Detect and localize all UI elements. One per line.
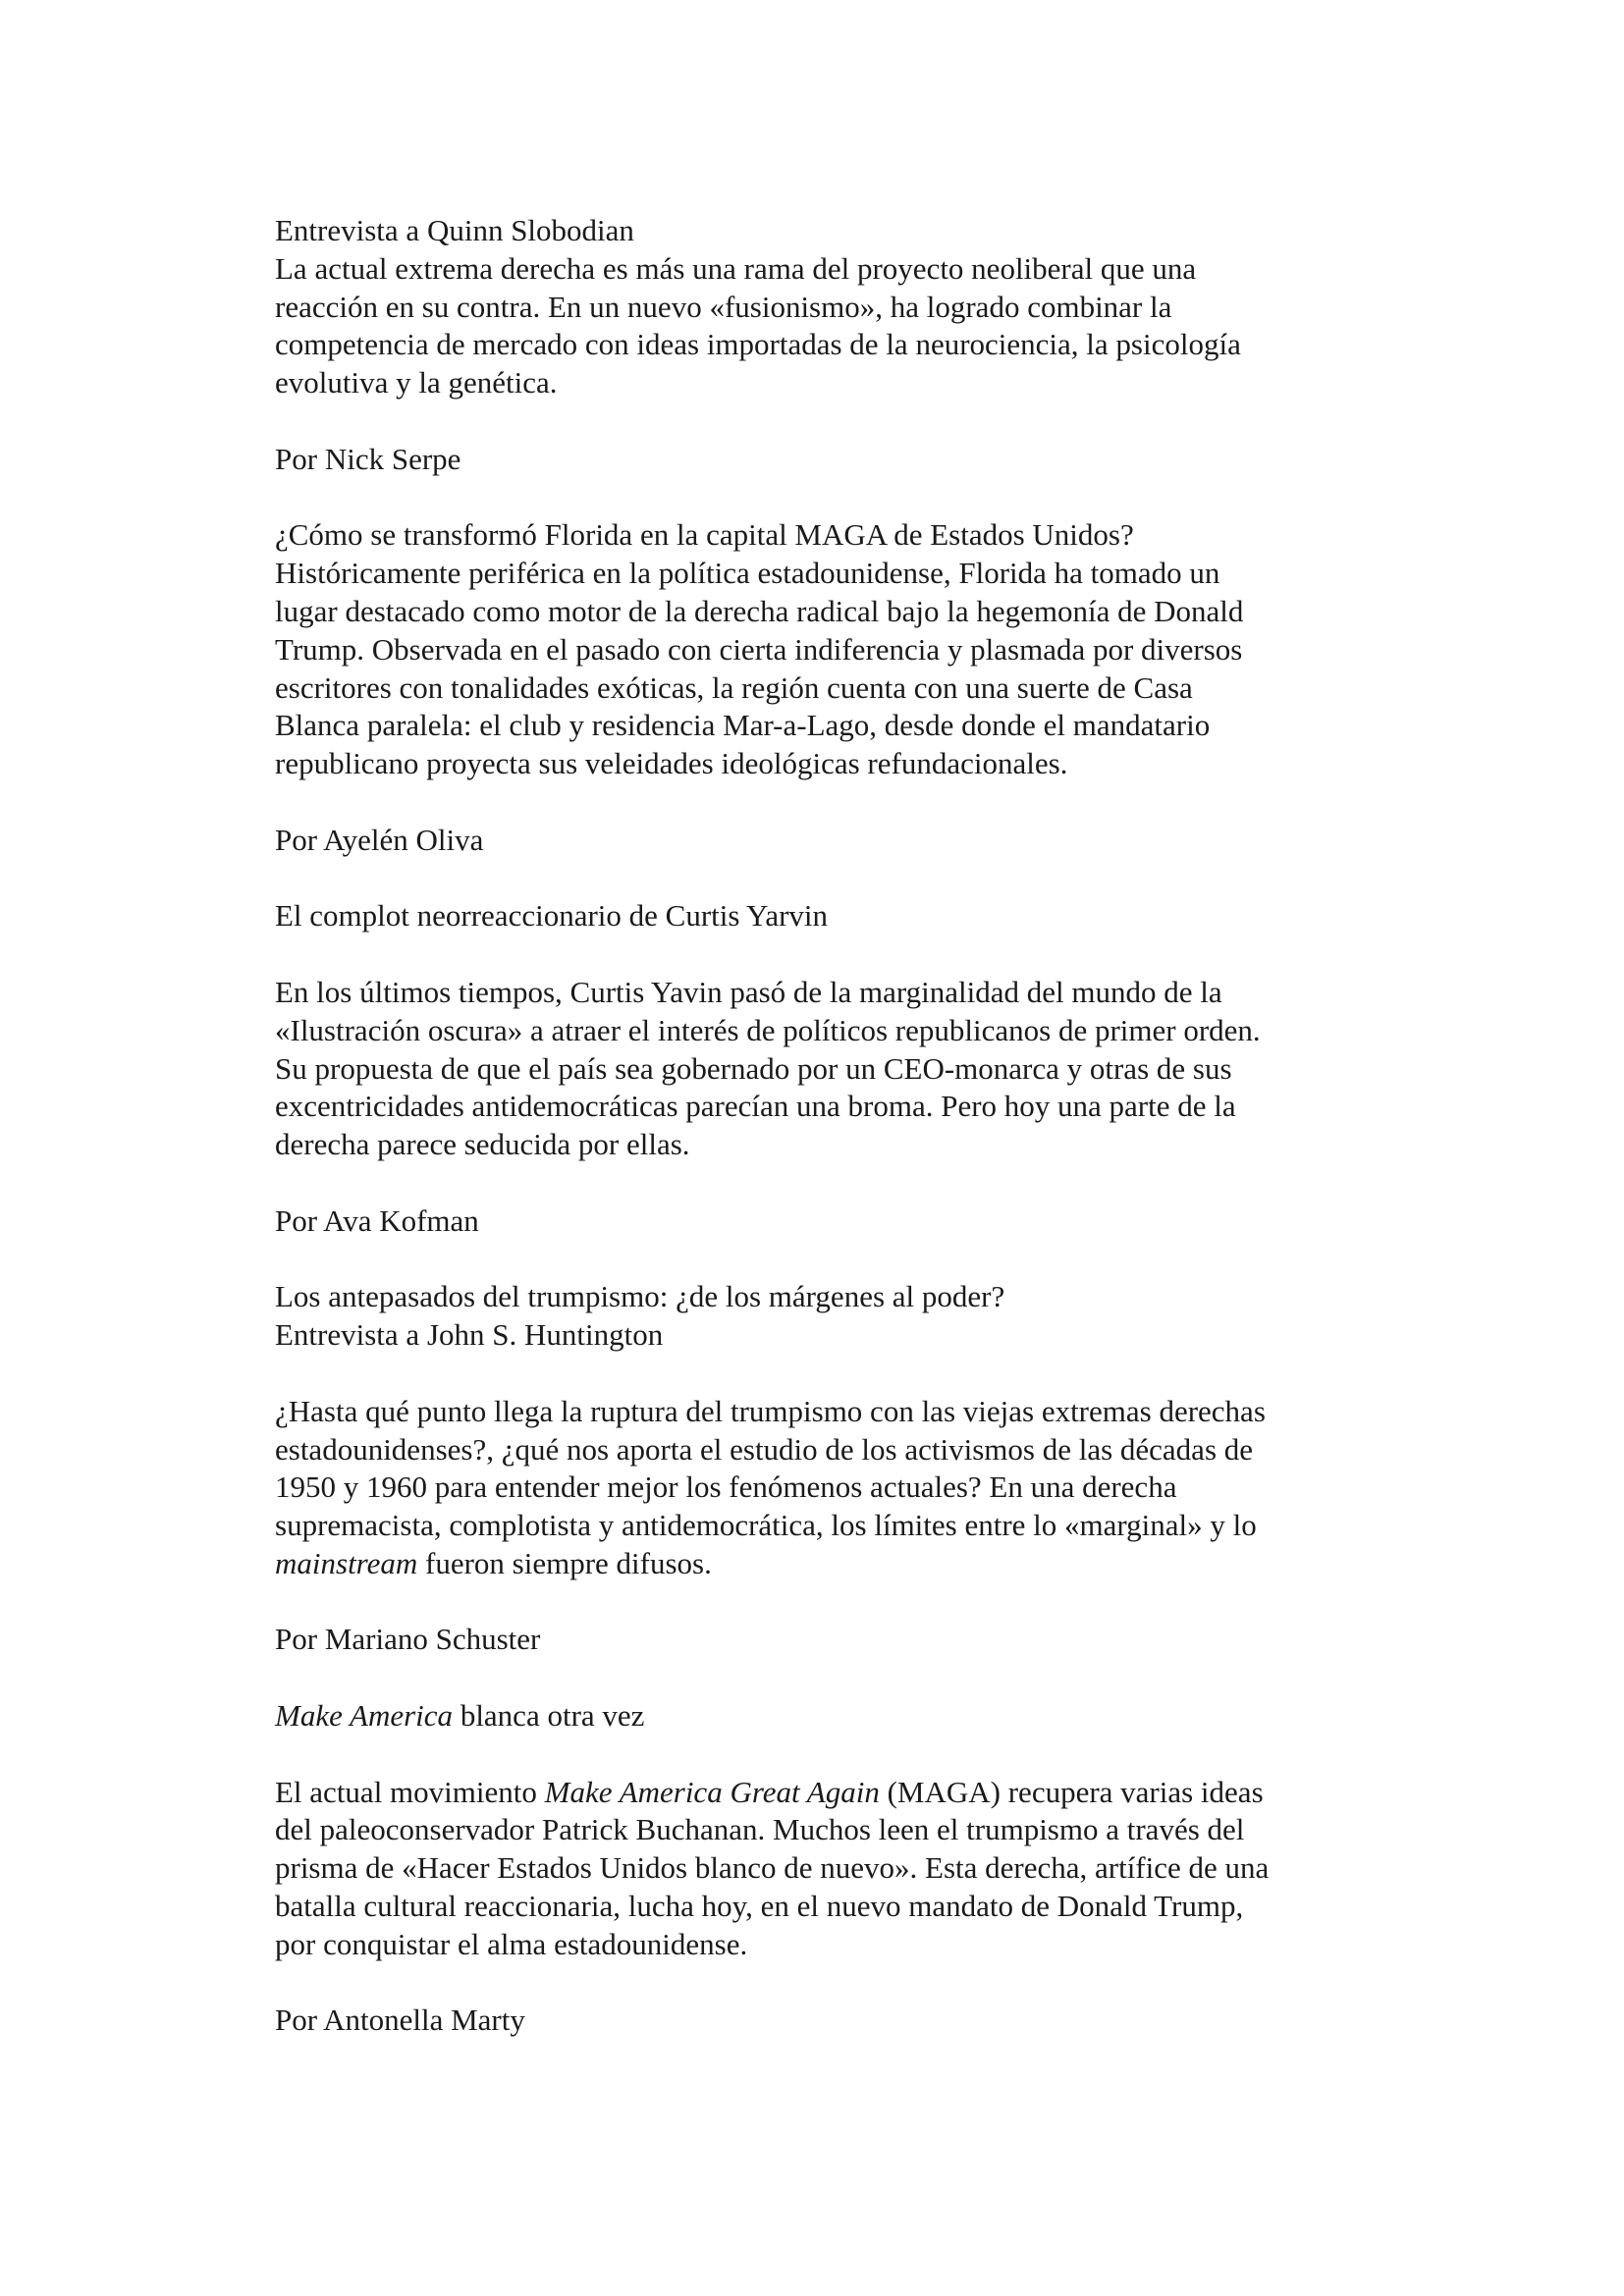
- article-summary-line: republicano proyecta sus veleidades ideológicas refundacionales.: [275, 746, 1068, 781]
- article-summary-line: evolutiva y la genética.: [275, 365, 558, 400]
- article-summary-line: escritores con tonalidades exóticas, la región cuenta con una suerte de Casa: [275, 669, 1193, 705]
- article-summary-line: excentricidades antidemocráticas parecían una broma. Pero hoy una parte de la: [275, 1089, 1236, 1124]
- article-summary-line: prisma de «Hacer Estados Unidos blanco de nuevo». Esta derecha, artífice de una: [275, 1850, 1270, 1886]
- article-make-america-blanca: [275, 1774, 1365, 1964]
- italic-term: Make America Great Again: [544, 1774, 880, 1809]
- article-summary-line: batalla cultural reaccionaria, lucha hoy, en el nuevo mandato de Donald Trump,: [275, 1889, 1244, 1924]
- article-summary-line: La actual extrema derecha es más una rama del proyecto neoliberal que una: [275, 250, 1197, 286]
- article-summary-line: 1950 y 1960 para entender mejor los fenómenos actuales? En una derecha: [275, 1469, 1177, 1505]
- article-quinn-slobodian: [275, 212, 1365, 402]
- article-title: El complot neorreaccionario de Curtis Yarvin: [275, 898, 829, 934]
- article-summary-line: En los últimos tiempos, Curtis Yavin pasó de la marginalidad del mundo de la: [275, 974, 1222, 1009]
- article-summary-line: estadounidenses?, ¿qué nos aporta el estudio de los activismos de las décadas de: [275, 1431, 1254, 1467]
- article-summary-line: [275, 1774, 1365, 1812]
- article-byline: Por Antonella Marty: [275, 2002, 525, 2038]
- article-title: [275, 1697, 1365, 1735]
- article-summary-line: del paleoconservador Patrick Buchanan. Muchos leen el trumpismo a través del: [275, 1812, 1245, 1847]
- article-summary-line: «Ilustración oscura» a atraer el interés de políticos republicanos de primer orden.: [275, 1012, 1261, 1047]
- article-title: Entrevista a Quinn Slobodian: [275, 213, 634, 247]
- article-summary-line: Históricamente periférica en la política estadounidense, Florida ha tomado un: [275, 556, 1220, 591]
- article-curtis-yarvin: [275, 974, 1365, 1164]
- article-summary-line: lugar destacado como motor de la derecha radical bajo la hegemonía de Donald: [275, 593, 1244, 628]
- article-byline: Por Ayelén Oliva: [275, 822, 484, 857]
- article-summary-line: Su propuesta de que el país sea gobernado por un CEO-monarca y otras de sus: [275, 1050, 1232, 1086]
- article-summary-line: reacción en su contra. En un nuevo «fusionismo», ha logrado combinar la: [275, 289, 1172, 324]
- article-summary-line: ¿Cómo se transformó Florida en la capital MAGA de Estados Unidos?: [275, 517, 1134, 553]
- article-byline: Por Ava Kofman: [275, 1202, 479, 1238]
- article-summary-line: [275, 1545, 1365, 1583]
- article-title: Los antepasados del trumpismo: ¿de los márgenes al poder?: [275, 1279, 1005, 1314]
- article-summary-line: por conquistar el alma estadounidense.: [275, 1926, 748, 1961]
- document-page: [275, 212, 1365, 2040]
- article-trumpismo-antepasados: [275, 1393, 1365, 1583]
- article-byline: Por Nick Serpe: [275, 441, 461, 476]
- text-run: (MAGA) recupera varias ideas: [879, 1774, 1264, 1809]
- italic-term: Make America: [275, 1698, 454, 1734]
- article-summary-line: Trump. Observada en el pasado con cierta indiferencia y plasmada por diversos: [275, 631, 1243, 667]
- text-run: blanca otra vez: [453, 1698, 645, 1734]
- article-summary-line: competencia de mercado con ideas importadas de la neurociencia, la psicología: [275, 327, 1241, 362]
- article-florida-maga: [275, 516, 1365, 783]
- text-run: fueron siempre difusos.: [417, 1545, 712, 1580]
- article-summary-line: Blanca paralela: el club y residencia Mar-a-Lago, desde donde el mandatario: [275, 708, 1211, 743]
- article-summary-line: derecha parece seducida por ellas.: [275, 1127, 690, 1162]
- article-summary-line: ¿Hasta qué punto llega la ruptura del trumpismo con las viejas extremas derechas: [275, 1393, 1266, 1428]
- article-summary-line: supremacista, complotista y antidemocrática, los límites entre lo «marginal» y lo: [275, 1508, 1257, 1543]
- article-subtitle: Entrevista a John S. Huntington: [275, 1317, 664, 1353]
- italic-term: mainstream: [275, 1545, 418, 1580]
- text-run: El actual movimiento: [275, 1774, 545, 1809]
- article-byline: Por Mariano Schuster: [275, 1622, 541, 1657]
